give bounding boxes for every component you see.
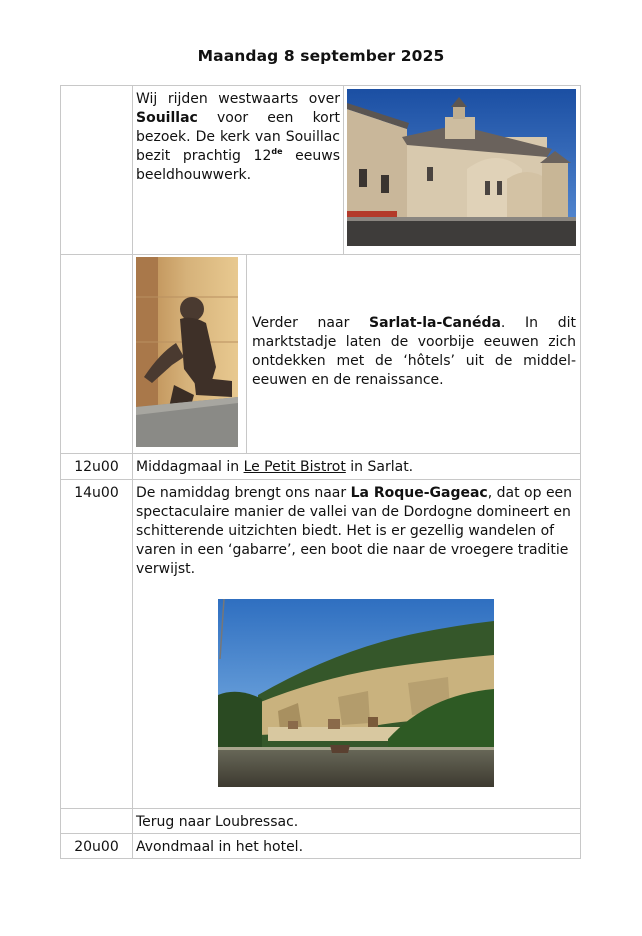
restaurant-link[interactable]: Le Petit Bistrot xyxy=(243,459,346,475)
table-row xyxy=(61,86,581,255)
page-title: Maandag 8 september 2025 xyxy=(197,47,445,65)
place-name-la-roque-gageac: La Roque-Gageac xyxy=(350,485,488,501)
table-row xyxy=(61,834,581,859)
time-cell xyxy=(61,809,133,834)
row-text: Verder naar Sarlat-la-Canéda. In dit marktstadje laten de voorbije eeuwen zich ontdekken met de ‘hôtels’ uit de middel-eeuwen en de renaissance. xyxy=(252,315,576,388)
la-roque-gageac-photo xyxy=(218,599,494,787)
time-cell: 12u00 xyxy=(61,454,133,480)
time-cell: 14u00 xyxy=(61,480,133,809)
time-cell xyxy=(61,255,133,454)
table-row xyxy=(61,480,581,809)
table-row xyxy=(61,255,581,454)
row-text: Middagmaal in Le Petit Bistrot in Sarlat. xyxy=(133,454,581,480)
program-table xyxy=(60,85,581,859)
table-row xyxy=(61,809,581,834)
place-name-souillac: Souillac xyxy=(136,110,198,126)
time-cell: 20u00 xyxy=(61,834,133,859)
souillac-church-photo xyxy=(347,89,576,246)
row-text: Terug naar Loubressac. xyxy=(133,809,581,834)
table-row xyxy=(61,454,581,480)
place-name-sarlat: Sarlat-la-Canéda xyxy=(369,315,501,331)
sarlat-statue-photo xyxy=(136,257,238,447)
row-text: Avondmaal in het hotel. xyxy=(133,834,581,859)
row-text: Wij rijden westwaarts over Souillac voor een kort bezoek. De kerk van Souillac bezit prachtig 12de eeuws beeldhouwwerk. xyxy=(133,86,344,254)
time-cell xyxy=(61,86,133,255)
row-text: De namiddag brengt ons naar La Roque-Gageac, dat op een spectaculaire manier de vallei van de Dordogne domineert en schitterende uitzichten biedt. Het is er gezellig wandelen of varen in een ‘gabarre’, een boot die naar de vroegere traditie verwijst. xyxy=(133,480,581,809)
